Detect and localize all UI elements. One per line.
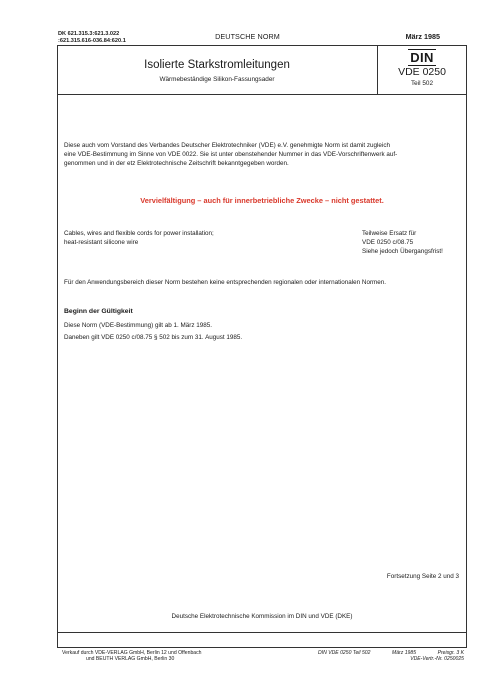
document-subtitle: Wärmebeständige Silikon-Fassungsader bbox=[159, 76, 275, 83]
title-separator bbox=[57, 94, 467, 95]
document-title: Isolierte Starkstromleitungen bbox=[144, 59, 290, 71]
validity-line: Daneben gilt VDE 0250 c/08.75 § 502 bis zum 31. August 1985. bbox=[64, 334, 243, 341]
publisher-line: und BEUTH VERLAG GmbH, Berlin 30 bbox=[86, 656, 175, 663]
page-frame bbox=[57, 45, 467, 648]
footer-date: März 1985 bbox=[391, 650, 417, 656]
intro-line: genommen und in der etz Elektrotechnische Zeitschrift bekanntgegeben worden. bbox=[64, 160, 289, 167]
english-title-line: Cables, wires and flexible cords for power installation; bbox=[64, 230, 214, 237]
standard-box bbox=[377, 49, 467, 67]
scope-note: Für den Anwendungsbereich dieser Norm bestehen keine entsprechenden regionalen oder internationalen Normen. bbox=[64, 279, 387, 286]
intro-paragraph bbox=[64, 141, 462, 168]
intro-line: Diese auch vom Vorstand des Verbandes Deutscher Elektrotechniker (VDE) e.V. genehmigte Norm ist damit zugleich bbox=[64, 142, 390, 149]
footer-price: Preisgr. 3 K bbox=[437, 650, 464, 656]
issue-date: März 1985 bbox=[405, 32, 440, 41]
reproduction-warning: Vervielfältigung – auch für innerbetriebliche Zwecke – nicht gestattet. bbox=[140, 196, 384, 205]
validity-line: Diese Norm (VDE-Bestimmung) gilt ab 1. März 1985. bbox=[64, 322, 213, 329]
dk-line-1: DK 621.315.3:621.3.022 bbox=[58, 31, 120, 37]
replacement-note bbox=[362, 229, 464, 256]
intro-line: eine VDE-Bestimmung im Sinne von VDE 0022. Sie ist unter obenstehender Nummer in das VDE-Vorschriftenwerk auf- bbox=[64, 151, 398, 158]
replacement-line: Teilweise Ersatz für bbox=[362, 230, 417, 237]
validity-heading: Beginn der Gültigkeit bbox=[64, 308, 133, 315]
publisher-info bbox=[62, 650, 202, 663]
replacement-line: VDE 0250 c/08.75 bbox=[362, 239, 414, 246]
commission-name: Deutsche Elektrotechnische Kommission im DIN und VDE (DKE) bbox=[171, 613, 353, 620]
continuation-note: Fortsetzung Seite 2 und 3 bbox=[386, 573, 459, 580]
validity-section bbox=[64, 320, 462, 344]
footer-reference bbox=[318, 650, 464, 663]
commission-separator bbox=[57, 632, 467, 633]
publisher-line: Verkauf durch VDE-VERLAG GmbH, Berlin 12 und Offenbach bbox=[62, 650, 202, 656]
document-type: DEUTSCHE NORM bbox=[215, 32, 280, 41]
dk-line-2: :621.315.616-036.84:620.1 bbox=[58, 37, 126, 44]
standard-number: VDE 0250 bbox=[398, 66, 446, 78]
english-title-line: heat-resistant silicone wire bbox=[64, 239, 139, 246]
footer-order-number: VDE-Vertr.-Nr. 0250025 bbox=[410, 656, 464, 663]
footer-standard: DIN VDE 0250 Teil 502 bbox=[318, 650, 371, 656]
din-logo: DIN bbox=[410, 50, 434, 65]
standard-part: Teil 502 bbox=[410, 80, 434, 87]
replacement-line: Siehe jedoch Übergangsfrist! bbox=[362, 248, 443, 255]
english-title bbox=[64, 229, 324, 247]
